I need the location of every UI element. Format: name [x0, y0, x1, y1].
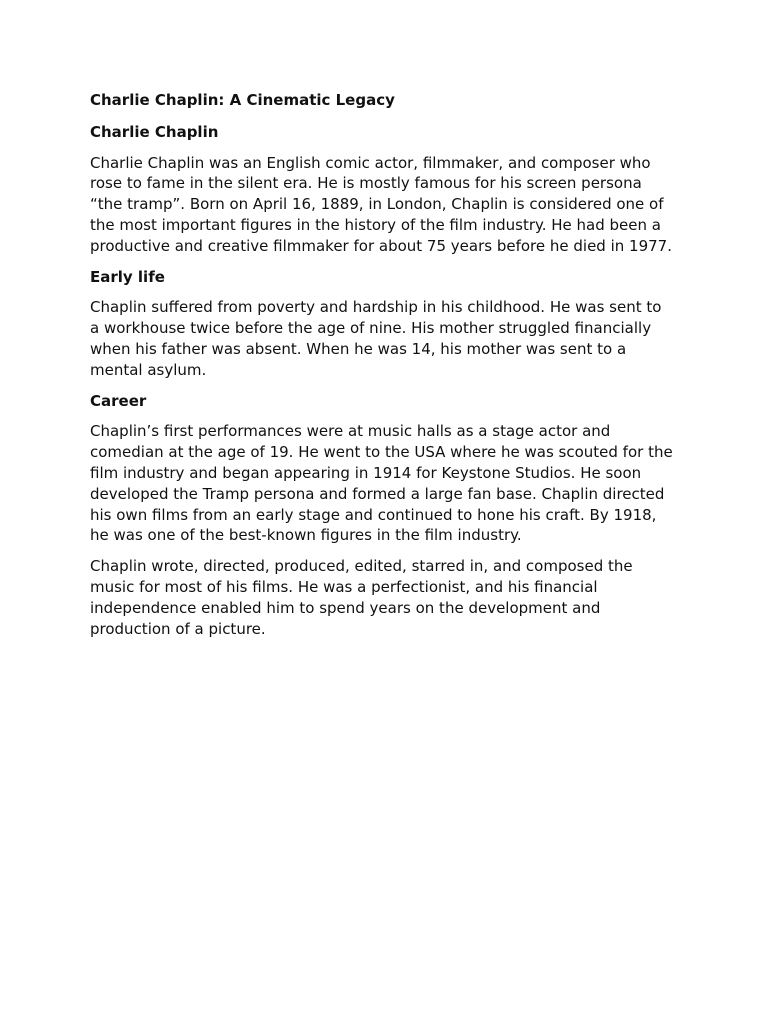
paragraph-line: mental asylum.	[90, 360, 207, 379]
paragraph-line: the most important figures in the history of the film industry. He had been a	[90, 215, 661, 234]
paragraph-line: comedian at the age of 19. He went to the USA where he was scouted for the	[90, 443, 673, 462]
paragraph	[90, 556, 686, 639]
section-heading: Career	[90, 391, 147, 410]
paragraph-line: “the tramp”. Born on April 16, 1889, in London, Chaplin is considered one of	[90, 195, 664, 214]
paragraph-line: developed the Tramp persona and formed a large fan base. Chaplin directed	[90, 484, 665, 503]
paragraph-line: rose to fame in the silent era. He is mostly famous for his screen persona	[90, 174, 642, 193]
paragraph-line: he was one of the best-known figures in the film industry.	[90, 526, 522, 545]
paragraph	[90, 153, 686, 257]
paragraph-line: productive and creative filmmaker for about 75 years before he died in 1977.	[90, 236, 672, 255]
paragraph-line: Chaplin suffered from poverty and hardship in his childhood. He was sent to	[90, 298, 662, 317]
paragraph-line: Charlie Chaplin was an English comic actor, filmmaker, and composer who	[90, 153, 651, 172]
paragraph-line: Chaplin wrote, directed, produced, edited, starred in, and composed the	[90, 557, 633, 576]
section-heading: Early life	[90, 267, 165, 286]
paragraph-line: his own films from an early stage and continued to hone his craft. By 1918,	[90, 505, 657, 524]
paragraph	[90, 297, 686, 380]
paragraph-line: music for most of his films. He was a perfectionist, and his financial	[90, 577, 598, 596]
document-title: Charlie Chaplin: A Cinematic Legacy	[90, 91, 395, 109]
paragraph-line: Chaplin’s first performances were at music halls as a stage actor and	[90, 422, 611, 441]
section-heading: Charlie Chaplin	[90, 122, 219, 141]
paragraph	[90, 421, 686, 546]
paragraph-line: production of a picture.	[90, 619, 266, 638]
paragraph-line: when his father was absent. When he was 14, his mother was sent to a	[90, 339, 627, 358]
paragraph-line: a workhouse twice before the age of nine. His mother struggled financially	[90, 319, 652, 338]
document-page	[90, 90, 686, 649]
paragraph-line: film industry and began appearing in 1914 for Keystone Studios. He soon	[90, 463, 642, 482]
paragraph-line: independence enabled him to spend years on the development and	[90, 598, 601, 617]
